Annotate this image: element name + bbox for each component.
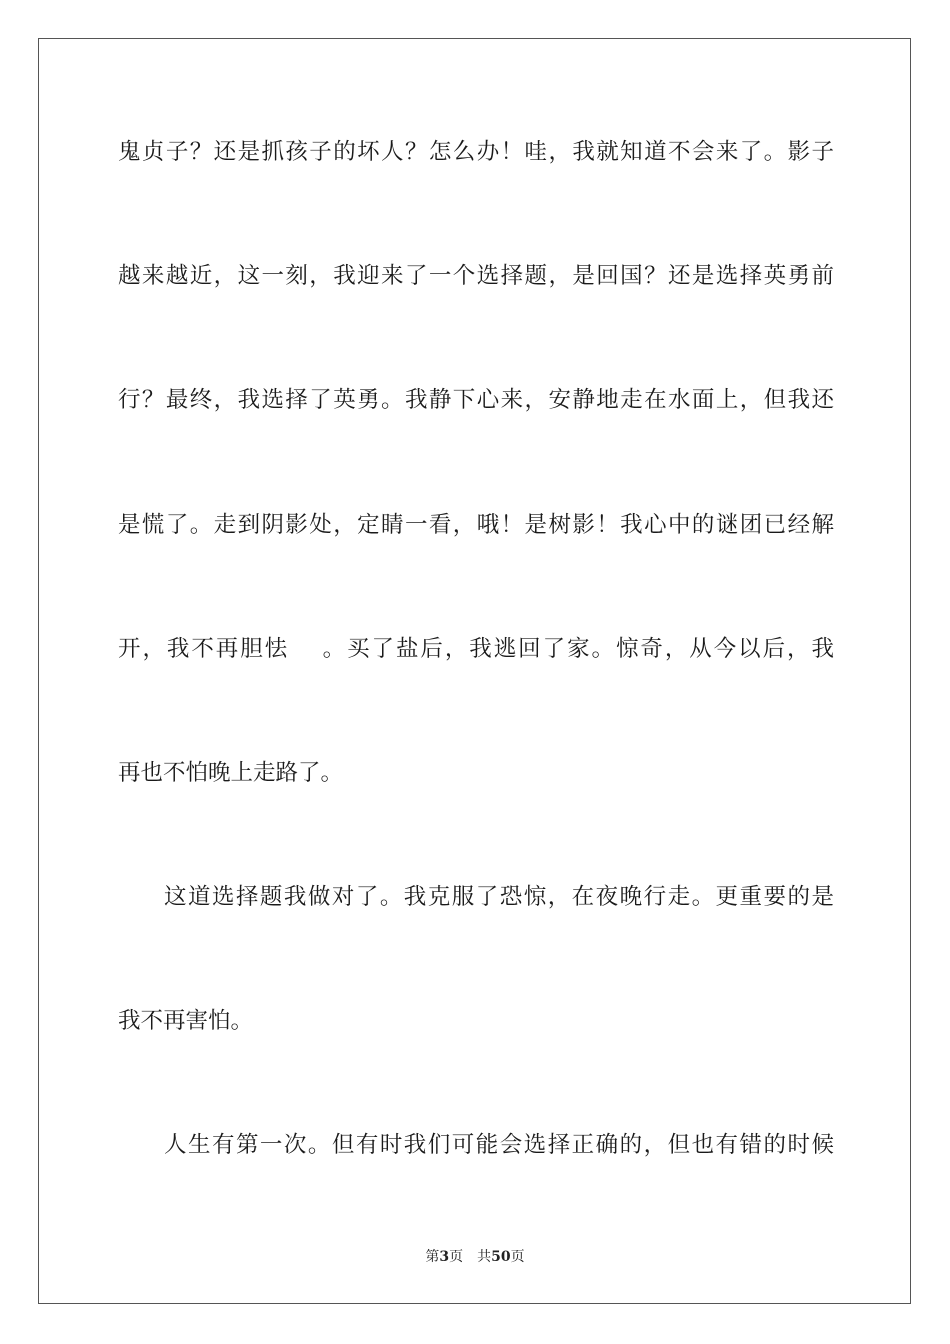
page-number-footer [0, 1246, 950, 1268]
page-border [38, 38, 911, 1304]
paragraph-first-line: 人生有第一次。但有时我们可能会选择正确的，但也有错的时候 [164, 1132, 834, 1158]
text-line: 鬼贞子？还是抓孩子的坏人？怎么办！哇，我就知道不会来了。影子 [118, 139, 834, 165]
footer-suffix: 页 [510, 1249, 525, 1265]
text-line: 开，我不再胆怯 。买了盐后，我逃回了家。惊奇，从今以后，我 [118, 636, 834, 662]
total-page-count: 50 [491, 1249, 511, 1265]
text-line: 是慌了。走到阴影处，定睛一看，哦！是树影！我心中的谜团已经解 [118, 512, 834, 538]
paragraph-first-line: 这道选择题我做对了。我克服了恐惊，在夜晚行走。更重要的是 [164, 884, 834, 910]
text-line: 我不再害怕。 [118, 1008, 254, 1034]
text-line: 行？最终，我选择了英勇。我静下心来，安静地走在水面上，但我还 [118, 387, 834, 413]
text-line: 再也不怕晚上走路了。 [118, 760, 344, 786]
footer-middle: 页 共 [449, 1249, 492, 1265]
current-page-number: 3 [439, 1249, 450, 1265]
text-line: 越来越近，这一刻，我迎来了一个选择题，是回国？还是选择英勇前 [118, 263, 834, 289]
footer-prefix: 第 [425, 1249, 440, 1265]
